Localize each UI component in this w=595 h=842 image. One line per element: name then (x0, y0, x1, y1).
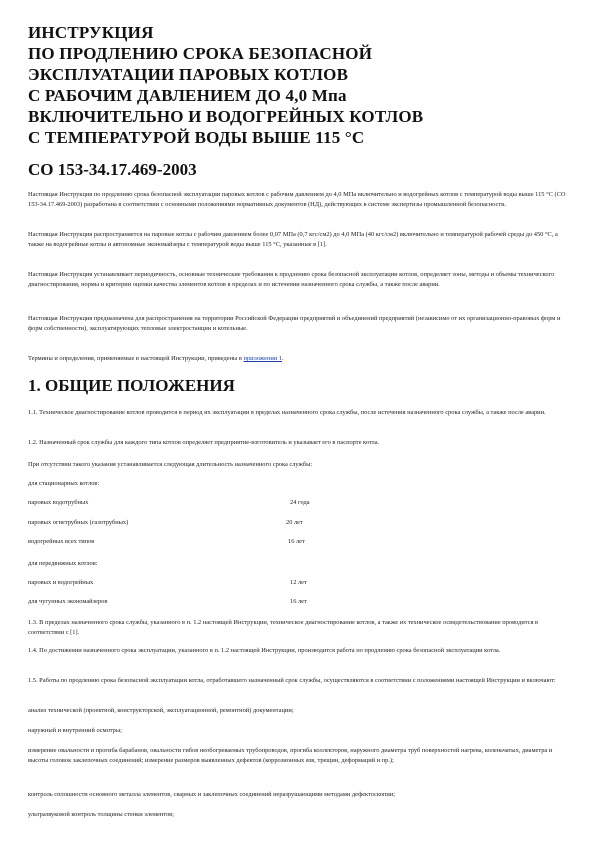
clause-1-5: 1.5. Работы по продлению срока безопасной эксплуатации котла, отработавшего назначенный срок службы, осуществляются в соответствии с положениями настоящей Инструкции и включают: (28, 677, 556, 684)
clause-1-4: 1.4. По достижении назначенного срока эксплуатации, указанного в п. 1.2 настоящей Инструкции, производится работа по продлению срока безопасной эксплуатации котла. (28, 647, 501, 654)
title-line: С РАБОЧИМ ДАВЛЕНИЕМ ДО 4,0 Мпа (28, 86, 347, 105)
service-life-row (28, 498, 568, 508)
document-code: СО 153-34.17.469-2003 (28, 160, 197, 179)
service-life-value: 24 года (290, 499, 310, 506)
intro-paragraph-5 (28, 354, 568, 364)
intro-paragraph-2: Настоящая Инструкция распространяется на паровые котлы с рабочим давлением более 0,07 МПа (0,7 кгс/см2) до 4,0 МПа (40 кгс/см2) включительно и температурой рабочей среды до 450 °С, а также на водогрейные котлы и автономные экономайзеры с температурой воды выше 115 °С, указанные в [1]. (28, 231, 558, 249)
stationary-boilers-label: для стационарных котлов: (28, 480, 100, 487)
service-life-value: 16 лет (288, 538, 305, 545)
portable-boilers-label: для передвижных котлов: (28, 560, 98, 567)
title-line: ВКЛЮЧИТЕЛЬНО И ВОДОГРЕЙНЫХ КОТЛОВ (28, 107, 424, 126)
clause-1-2: 1.2. Назначенный срок службы для каждого типа котлов определяет предприятие-изготовитель и указывает его в паспорте котла. (28, 439, 380, 446)
intro-paragraph-1: Настоящая Инструкция по продлению срока безопасной эксплуатации паровых котлов с рабочим давлением до 4,0 МПа включительно и водогрейных котлов с температурой воды выше 115 °С (СО 153-34.17.469-2003) разработана в соответствии с основными положениями нормативных документов (НД), действующих в системе экспертизы промышленной безопасности. (28, 191, 566, 209)
title-line: ПО ПРОДЛЕНИЮ СРОКА БЕЗОПАСНОЙ (28, 44, 373, 63)
service-life-value: 12 лет (290, 579, 307, 586)
service-life-value: 16 лет (290, 598, 307, 605)
intro-paragraph-3: Настоящая Инструкция устанавливает периодичность, основные технические требования к продлению срока безопасной эксплуатации котлов, определяет зоны, методы и объемы технического диагностирования, нормы и критерии оценки качества элементов котлов в пределах и по истечении назначенного срока службы, а также после аварии. (28, 271, 555, 289)
boiler-type: для чугунных экономайзеров (28, 598, 108, 605)
intro-terms-text: Термины и определения, применяемые в настоящей Инструкции, приведены в (28, 355, 244, 362)
list-item: контроль сплошности основного металла элементов, сварных и заклепочных соединений неразрушающими методами дефектоскопии; (28, 791, 395, 798)
intro-paragraph-4: Настоящая Инструкция предназначена для распространения на территории Российской Федерации предприятий и объединений предприятий (независимо от их организационно-правовых форм и форм собственности), эксплуатирующих тепловые электростанции и котельные. (28, 315, 561, 333)
boiler-type: паровых огнетрубных (газотрубных) (28, 519, 129, 526)
clause-1-1: 1.1. Техническое диагностирование котлов проводится в период их эксплуатации в пределах назначенного срока службы, после истечения назначенного срока службы, а также после аварии. (28, 409, 546, 416)
boiler-type: водогрейных всех типов (28, 538, 95, 545)
service-life-row (28, 597, 568, 607)
title-line: ИНСТРУКЦИЯ (28, 23, 154, 42)
list-item: наружный и внутренний осмотры; (28, 727, 122, 734)
title-line: С ТЕМПЕРАТУРОЙ ВОДЫ ВЫШЕ 115 °С (28, 128, 365, 147)
title-line: ЭКСПЛУАТАЦИИ ПАРОВЫХ КОТЛОВ (28, 65, 349, 84)
service-life-row (28, 578, 568, 588)
boiler-type: паровых водотрубных (28, 499, 89, 506)
service-life-value: 20 лет (286, 519, 303, 526)
service-life-row (28, 537, 568, 547)
absent-duration-text: При отсутствии такого указания устанавливается следующая длительность назначенного срока службы: (28, 461, 313, 468)
boiler-type: паровых и водогрейных (28, 579, 94, 586)
list-item: анализ технической (проектной, конструкторской, эксплуатационной, ремонтной) документации; (28, 707, 294, 714)
section-heading-general: 1. ОБЩИЕ ПОЛОЖЕНИЯ (28, 376, 235, 395)
clause-1-3: 1.3. В пределах назначенного срока службы, указанного в п. 1.2 настоящей Инструкции, техническое диагностирование котлов, а также их техническое освидетельствование проводится в соответствии с [1]. (28, 619, 539, 637)
list-item: ультразвуковой контроль толщины стенки элементов; (28, 811, 174, 818)
intro-terms-end: . (282, 355, 284, 362)
service-life-row (28, 518, 568, 528)
appendix-1-link[interactable]: приложении 1 (243, 355, 283, 362)
list-item: измерение овальности и прогиба барабанов, овальности гибов необогреваемых трубопроводов, прогиба коллекторов, наружного диаметра труб поверхностей нагрева, коленьчатых, диаметра и высоты головок заклепочных соединений; измерение размеров выявленных дефектов (коррозионных язв, трещин, деформаций и пр.); (28, 747, 553, 765)
document-title (28, 22, 568, 148)
